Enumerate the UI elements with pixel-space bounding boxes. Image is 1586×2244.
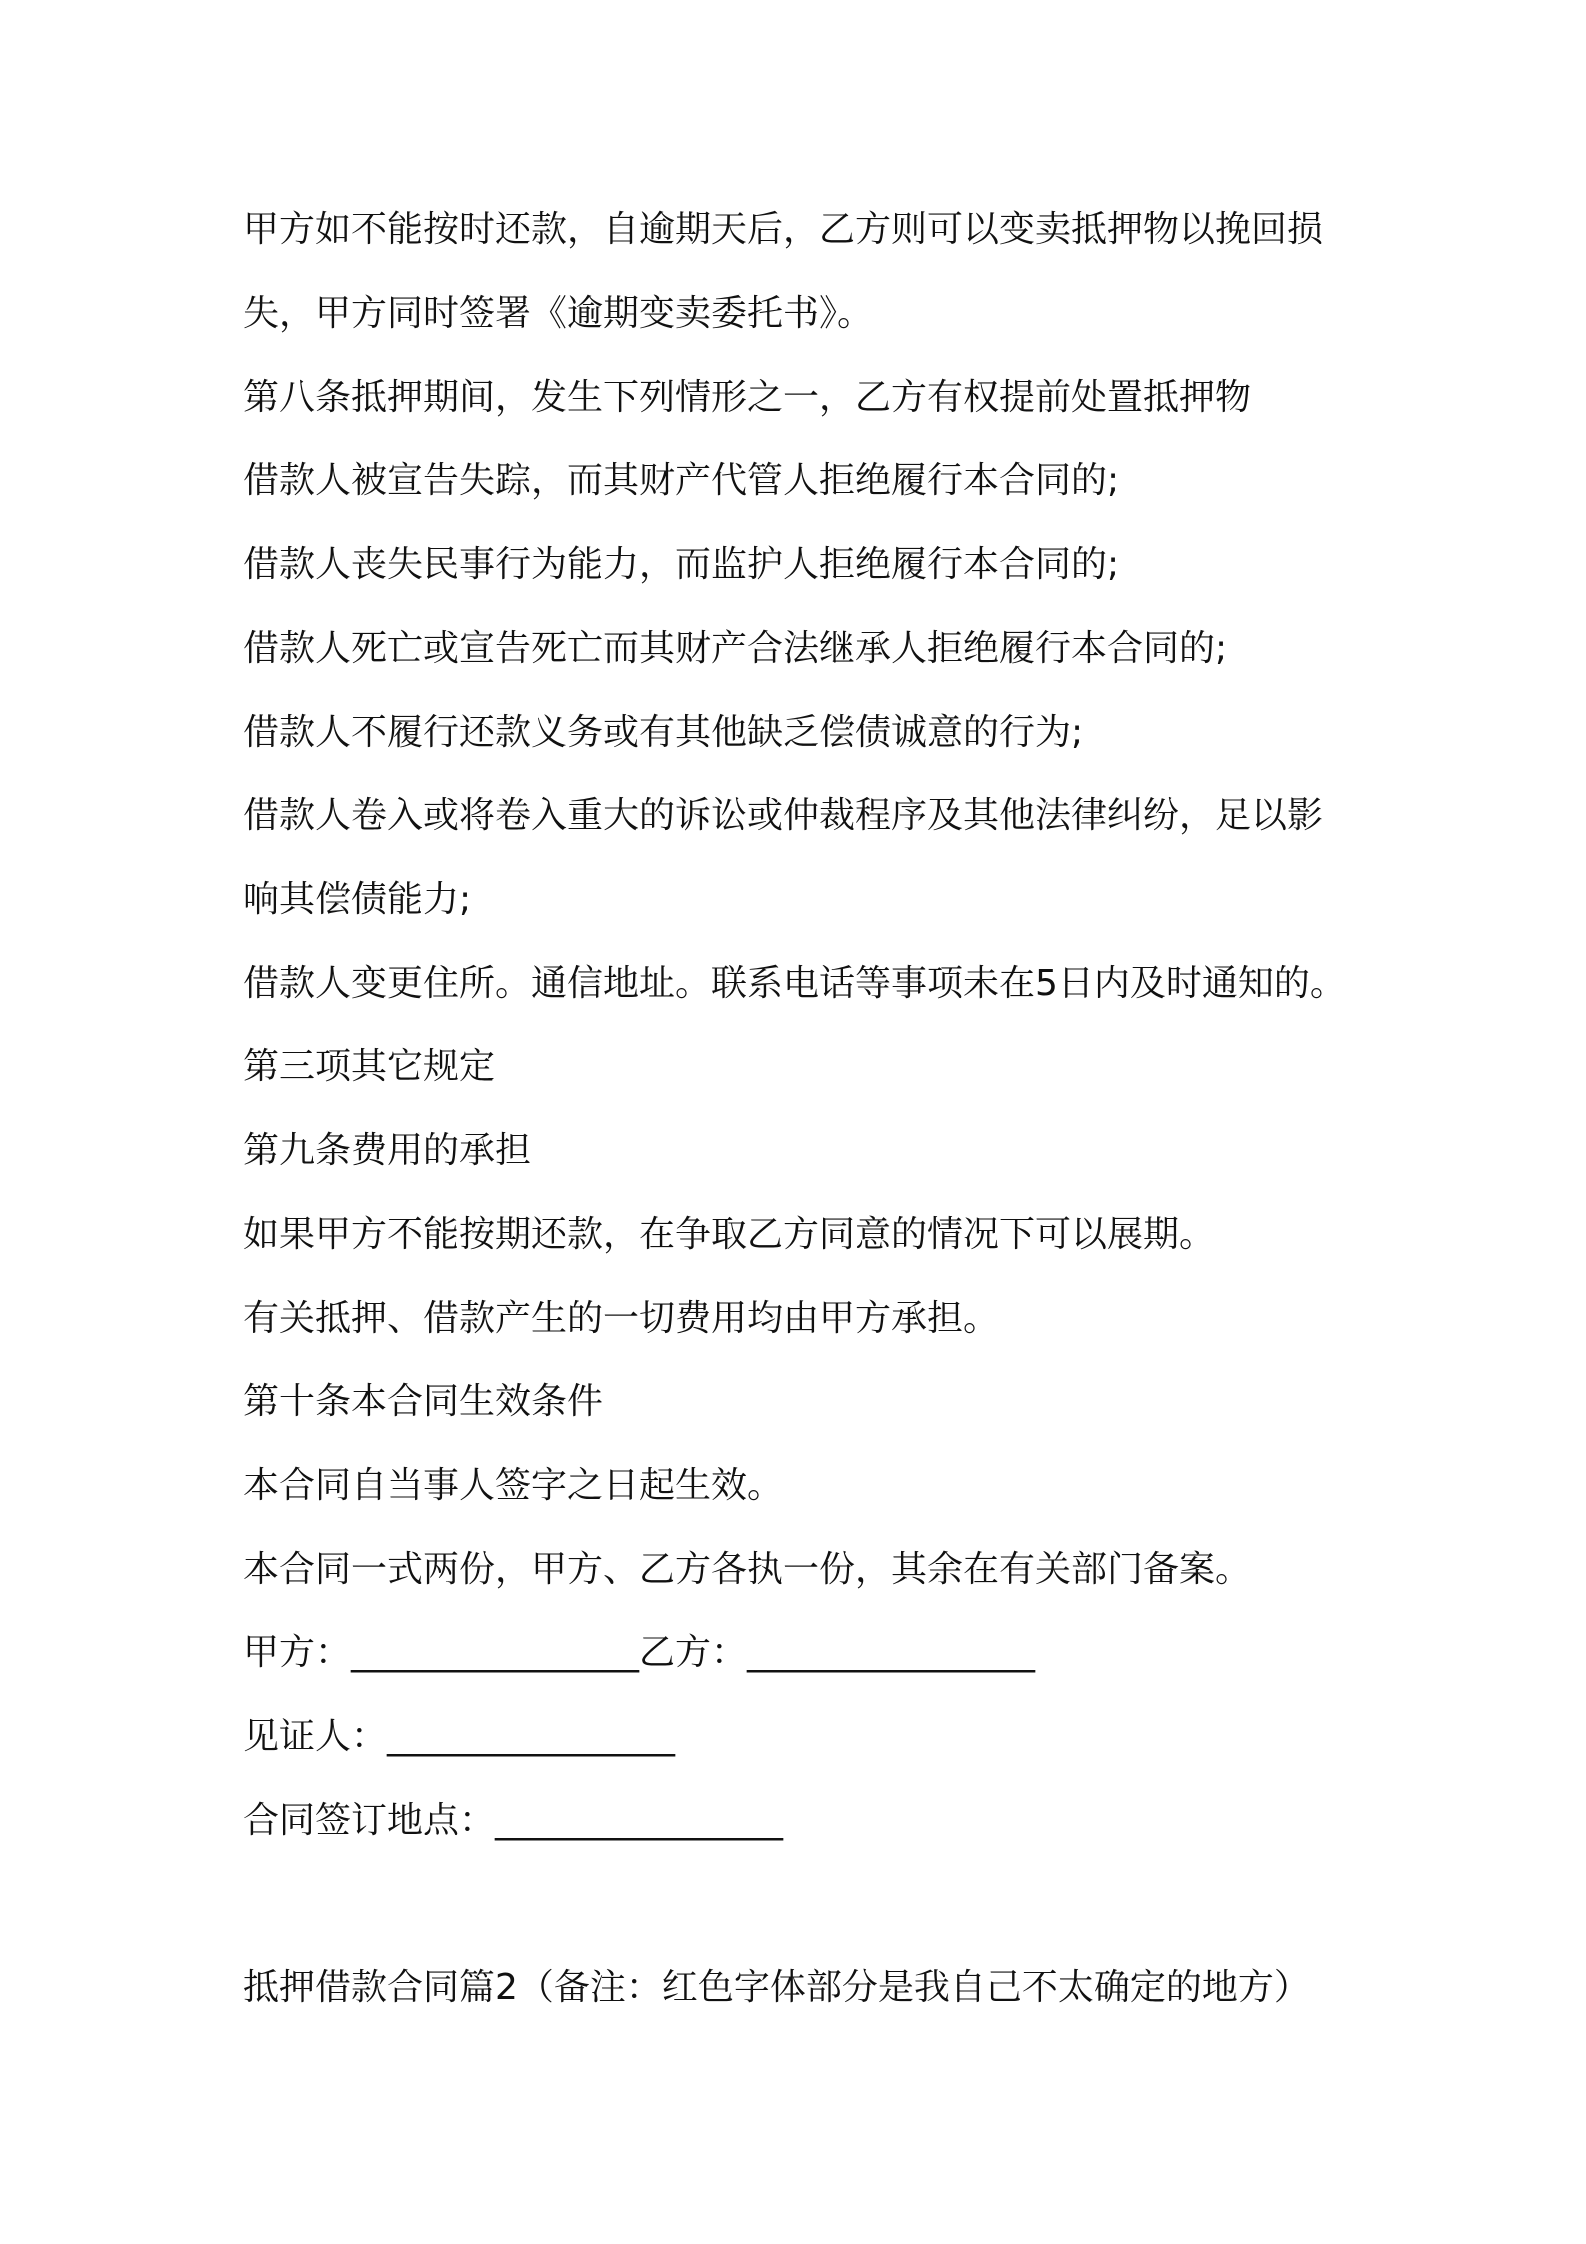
text-line: 失，甲方同时签署《逾期变卖委托书》。 [243, 293, 874, 334]
text-line: 本合同一式两份，甲方、乙方各执一份，其余在有关部门备案。 [243, 1549, 1252, 1590]
witness-signature-line: 见证人：________________ [243, 1716, 676, 1757]
list-item: 借款人死亡或宣告死亡而其财产合法继承人拒绝履行本合同的; [243, 628, 1228, 669]
section-heading: 第三项其它规定 [243, 1046, 496, 1087]
list-item: 借款人卷入或将卷入重大的诉讼或仲裁程序及其他法律纠纷，足以影 [243, 795, 1324, 836]
list-item: 借款人丧失民事行为能力，而监护人拒绝履行本合同的; [243, 544, 1120, 585]
text-line: 甲方如不能按时还款，自逾期天后，乙方则可以变卖抵押物以挽回损 [243, 209, 1324, 250]
article-heading: 第九条费用的承担 [243, 1130, 532, 1171]
article-heading: 第八条抵押期间，发生下列情形之一，乙方有权提前处置抵押物 [243, 377, 1252, 418]
list-item: 借款人被宣告失踪，而其财产代管人拒绝履行本合同的; [243, 460, 1120, 501]
text-line: 如果甲方不能按期还款，在争取乙方同意的情况下可以展期。 [243, 1214, 1216, 1255]
signing-location-line: 合同签订地点：________________ [243, 1800, 784, 1841]
party-signature-line: 甲方：________________乙方：________________ [243, 1632, 1036, 1673]
article-heading: 第十条本合同生效条件 [243, 1381, 604, 1422]
next-contract-heading: 抵押借款合同篇2（备注：红色字体部分是我自己不太确定的地方） [243, 1967, 1310, 2008]
text-line: 本合同自当事人签字之日起生效。 [243, 1465, 784, 1506]
list-item: 借款人变更住所。通信地址。联系电话等事项未在5日内及时通知的。 [243, 963, 1346, 1004]
list-item-continuation: 响其偿债能力; [243, 879, 472, 920]
text-line: 有关抵押、借款产生的一切费用均由甲方承担。 [243, 1298, 1000, 1339]
list-item: 借款人不履行还款义务或有其他缺乏偿债诚意的行为; [243, 712, 1084, 753]
